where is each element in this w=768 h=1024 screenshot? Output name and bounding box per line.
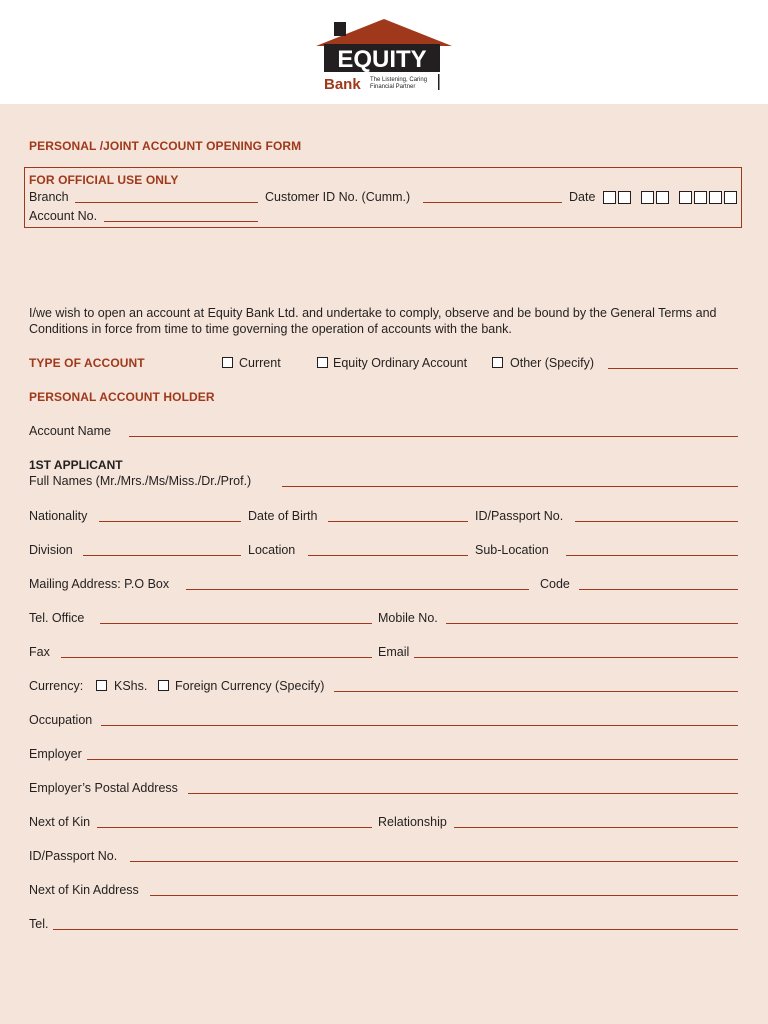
branch-label: Branch — [29, 190, 69, 204]
relationship-label: Relationship — [378, 815, 447, 829]
applicant-heading: 1ST APPLICANT — [29, 458, 123, 472]
account-name-field[interactable] — [129, 436, 738, 437]
page-header — [0, 0, 768, 104]
next-of-kin-label: Next of Kin — [29, 815, 91, 829]
logo-word: EQUITY — [337, 46, 427, 73]
mobile-field[interactable] — [446, 623, 738, 624]
full-names-label: Full Names (Mr./Mrs./Ms/Miss./Dr./Prof.) — [29, 474, 252, 488]
location-label: Location — [248, 543, 296, 557]
foreign-currency-checkbox[interactable] — [158, 680, 169, 691]
date-label: Date — [569, 190, 596, 204]
other-label: Other (Specify) — [510, 356, 595, 370]
account-no-label: Account No. — [29, 209, 98, 223]
dob-label: Date of Birth — [248, 509, 318, 523]
fax-label: Fax — [29, 645, 50, 659]
mobile-label: Mobile No. — [378, 611, 438, 625]
employer-label: Employer — [29, 747, 82, 761]
current-label: Current — [239, 356, 281, 370]
full-names-field[interactable] — [282, 486, 738, 487]
location-field[interactable] — [308, 555, 468, 556]
logo-tagline-1: The Listening, Caring — [370, 77, 428, 83]
account-no-field[interactable] — [104, 221, 258, 222]
date-box-y4[interactable] — [724, 191, 737, 204]
customer-id-field[interactable] — [423, 202, 562, 203]
occupation-field[interactable] — [101, 725, 738, 726]
nationality-label: Nationality — [29, 509, 88, 523]
employer-address-field[interactable] — [188, 793, 738, 794]
account-name-label: Account Name — [29, 424, 111, 438]
kin-address-label: Next of Kin Address — [29, 883, 139, 897]
declaration-text: I/we wish to open an account at Equity Bank Ltd. and undertake to comply, observe and be bound by the General Terms and Conditions in force from time to time governing the operation of accounts with the bank. — [29, 306, 717, 336]
code-label: Code — [540, 577, 570, 591]
currency-label: Currency: — [29, 679, 84, 693]
sublocation-label: Sub-Location — [475, 543, 549, 557]
date-box-m1[interactable] — [641, 191, 654, 204]
tel-field[interactable] — [53, 929, 738, 930]
date-box-d2[interactable] — [618, 191, 631, 204]
customer-id-label: Customer ID No. (Cumm.) — [265, 190, 411, 204]
sublocation-field[interactable] — [566, 555, 738, 556]
date-box-y2[interactable] — [694, 191, 707, 204]
email-field[interactable] — [414, 657, 738, 658]
kshs-checkbox[interactable] — [96, 680, 107, 691]
occupation-label: Occupation — [29, 713, 93, 727]
code-field[interactable] — [579, 589, 738, 590]
nationality-field[interactable] — [99, 521, 241, 522]
relationship-field[interactable] — [454, 827, 738, 828]
foreign-currency-label: Foreign Currency (Specify) — [175, 679, 325, 693]
tel-label: Tel. — [29, 917, 49, 931]
kin-id-passport-field[interactable] — [130, 861, 738, 862]
mailing-address-label: Mailing Address: P.O Box — [29, 577, 170, 591]
date-box-y3[interactable] — [709, 191, 722, 204]
type-of-account-heading: TYPE OF ACCOUNT — [29, 356, 145, 370]
kshs-label: KShs. — [114, 679, 148, 693]
branch-field[interactable] — [75, 202, 258, 203]
account-holder-heading: PERSONAL ACCOUNT HOLDER — [29, 390, 215, 404]
logo-bank: Bank — [324, 76, 361, 93]
date-box-m2[interactable] — [656, 191, 669, 204]
email-label: Email — [378, 645, 410, 659]
official-use-heading: FOR OFFICIAL USE ONLY — [29, 173, 179, 187]
next-of-kin-field[interactable] — [97, 827, 372, 828]
id-passport-label: ID/Passport No. — [475, 509, 564, 523]
logo-tagline-2: Financial Partner — [370, 84, 416, 90]
ordinary-label: Equity Ordinary Account — [333, 356, 468, 370]
kin-address-field[interactable] — [150, 895, 738, 896]
tel-office-label: Tel. Office — [29, 611, 85, 625]
tel-office-field[interactable] — [100, 623, 372, 624]
ordinary-checkbox[interactable] — [317, 357, 328, 368]
other-checkbox[interactable] — [492, 357, 503, 368]
mailing-address-field[interactable] — [186, 589, 529, 590]
fax-field[interactable] — [61, 657, 372, 658]
equity-bank-logo — [314, 16, 454, 94]
current-checkbox[interactable] — [222, 357, 233, 368]
date-box-d1[interactable] — [603, 191, 616, 204]
foreign-currency-field[interactable] — [334, 691, 738, 692]
division-field[interactable] — [83, 555, 241, 556]
id-passport-field[interactable] — [575, 521, 738, 522]
form-title: PERSONAL /JOINT ACCOUNT OPENING FORM — [29, 139, 302, 153]
employer-address-label: Employer’s Postal Address — [29, 781, 178, 795]
employer-field[interactable] — [87, 759, 738, 760]
division-label: Division — [29, 543, 73, 557]
other-specify-field[interactable] — [608, 368, 738, 369]
dob-field[interactable] — [328, 521, 468, 522]
kin-id-passport-label: ID/Passport No. — [29, 849, 118, 863]
date-box-y1[interactable] — [679, 191, 692, 204]
